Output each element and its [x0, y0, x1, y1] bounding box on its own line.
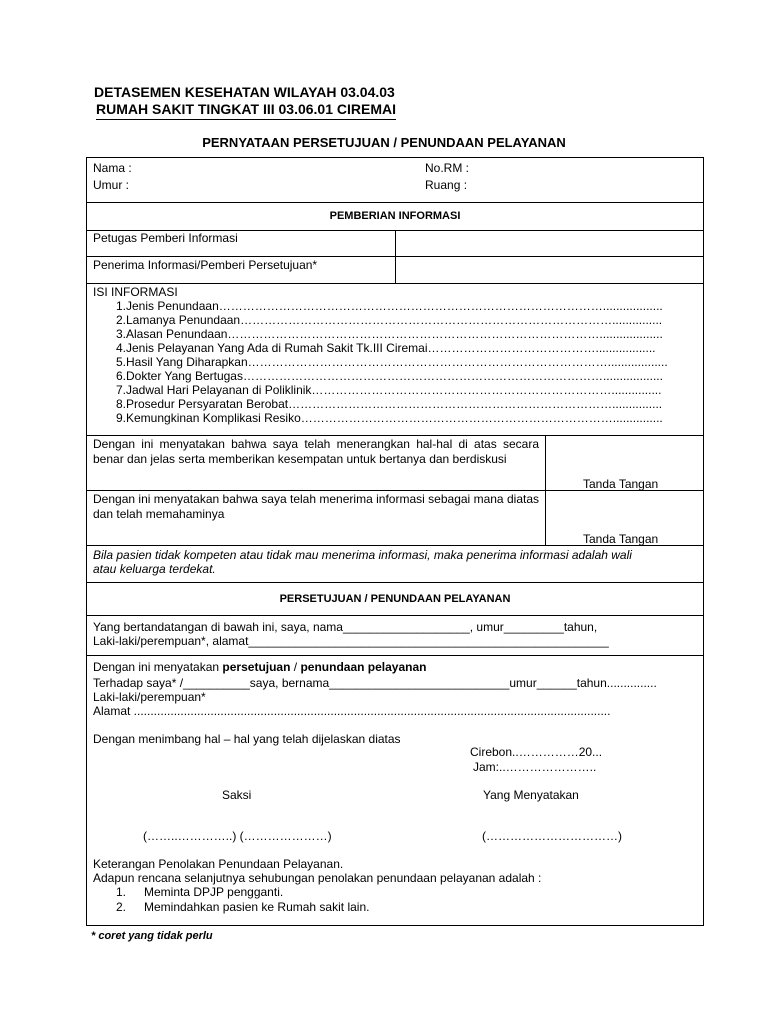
patient-age-label: Umur :	[93, 178, 129, 192]
place-date-line: Cirebon..……………20...	[470, 745, 603, 759]
institution-line-1: DETASEMEN KESEHATAN WILAYAH 03.04.03	[94, 84, 395, 100]
column-divider	[395, 230, 396, 283]
isi-item: 6.Dokter Yang Bertugas………………………………………………………………………………..................	[116, 369, 663, 383]
penerima-label: Penerima Informasi/Pemberi Persetujuan*	[93, 258, 318, 272]
form-title: PERNYATAAN PERSETUJUAN / PENUNDAAN PELAYANAN	[202, 135, 566, 150]
divider	[86, 655, 704, 656]
consent-statement	[93, 660, 426, 674]
section-heading-persetujuan: PERSETUJUAN / PENUNDAAN PELAYANAN	[279, 593, 511, 605]
isi-item: 9.Kemungkinan Komplikasi Resiko……………………………………………………………………...............	[116, 411, 663, 425]
menimbang-line: Dengan menimbang hal – hal yang telah dijelaskan diatas	[93, 732, 401, 746]
isi-heading: ISI INFORMASI	[93, 285, 178, 299]
divider	[86, 283, 704, 284]
isi-item: 7.Jadwal Hari Pelayanan di Poliklinik…………………………………………………………………...............	[116, 383, 662, 397]
isi-item: 8.Prosedur Persyaratan Berobat………………………………………………………………………...............	[116, 397, 663, 411]
section-heading-pemberian: PEMBERIAN INFORMASI	[329, 210, 461, 222]
refusal-option-item: Meminta DPJP pengganti.	[144, 885, 284, 899]
address-line: Alamat ...............................................................................................................................................	[93, 704, 611, 718]
declarant-label: Yang Menyatakan	[483, 788, 579, 802]
patient-name-label: Nama :	[93, 161, 132, 175]
isi-item: 1.Jenis Penundaan……………………………………………………………………………………..................	[116, 299, 663, 313]
refusal-option-number: 2.	[116, 900, 127, 914]
column-divider	[545, 435, 546, 545]
isi-item: 4.Jenis Pelayanan Yang Ada di Rumah Sakit Tk.III Ciremai……………………………………..................	[116, 341, 656, 355]
footnote: * coret yang tidak perlu	[91, 930, 213, 942]
institution-line-2: RUMAH SAKIT TINGKAT III 03.06.01 CIREMAI	[96, 101, 396, 120]
divider	[86, 615, 704, 616]
identity-line-2: Laki-laki/perempuan*, alamat______________________________________________________	[93, 634, 609, 648]
time-line: Jam:..…………………..	[473, 760, 597, 774]
petugas-label: Petugas Pemberi Informasi	[93, 231, 238, 245]
declarant-signature-line: (……………………………)	[482, 829, 622, 843]
patient-room-label: Ruang :	[425, 178, 468, 192]
refusal-option-number: 1.	[116, 885, 127, 899]
divider	[86, 202, 704, 203]
consent-option-separator: /	[290, 660, 301, 674]
guardian-note-line-1: Bila pasien tidak kompeten atau tidak mau menerima informasi, maka penerima informasi adalah wali	[93, 548, 632, 562]
isi-item: 5.Hasil Yang Diharapkan………………………………………………………………………………..................	[116, 355, 668, 369]
gender-line: Laki-laki/perempuan*	[93, 690, 206, 704]
institution-header	[94, 84, 396, 120]
signature-label-receiver: Tanda Tangan	[583, 532, 659, 546]
isi-item: 3.Alasan Penundaan…………………………………………………………………………………...................	[116, 327, 663, 341]
identity-line-1: Yang bertandatangan di bawah ini, saya, nama___________________, umur_________tahun,	[93, 620, 598, 634]
witness-label: Saksi	[222, 788, 252, 802]
guardian-note-line-2: atau keluarga terdekat.	[93, 562, 216, 576]
divider	[86, 582, 704, 583]
patient-rm-label: No.RM :	[425, 161, 470, 175]
signature-label-giver: Tanda Tangan	[583, 477, 659, 491]
refusal-option-item: Memindahkan pasien ke Rumah sakit lain.	[144, 900, 370, 914]
consent-statement-prefix: Dengan ini menyatakan	[93, 660, 223, 674]
refusal-note-intro: Adapun rencana selanjutnya sehubungan penolakan penundaan pelayanan adalah :	[93, 871, 542, 885]
isi-item: 2.Lamanya Penundaan…………………………………………………………………………………...............	[116, 313, 663, 327]
refusal-note-title: Keterangan Penolakan Penundaan Pelayanan.	[93, 857, 344, 871]
consent-option-penundaan: penundaan pelayanan	[300, 660, 427, 674]
terhadap-line: Terhadap saya* /__________saya, bernama___________________________umur______tahun...............	[93, 676, 657, 690]
giver-declaration: Dengan ini menyatakan bahwa saya telah menerangkan hal-hal di atas secara benar dan jelas serta memberikan kesempatan untuk bertanya dan berdiskusi	[93, 437, 539, 466]
consent-option-persetujuan: persetujuan	[222, 660, 291, 674]
receiver-declaration: Dengan ini menyatakan bahwa saya telah menerima informasi sebagai mana diatas dan telah memahaminya	[93, 492, 539, 521]
witness-signature-lines: (……..…………..) (…………………)	[143, 829, 332, 843]
divider	[86, 435, 704, 436]
